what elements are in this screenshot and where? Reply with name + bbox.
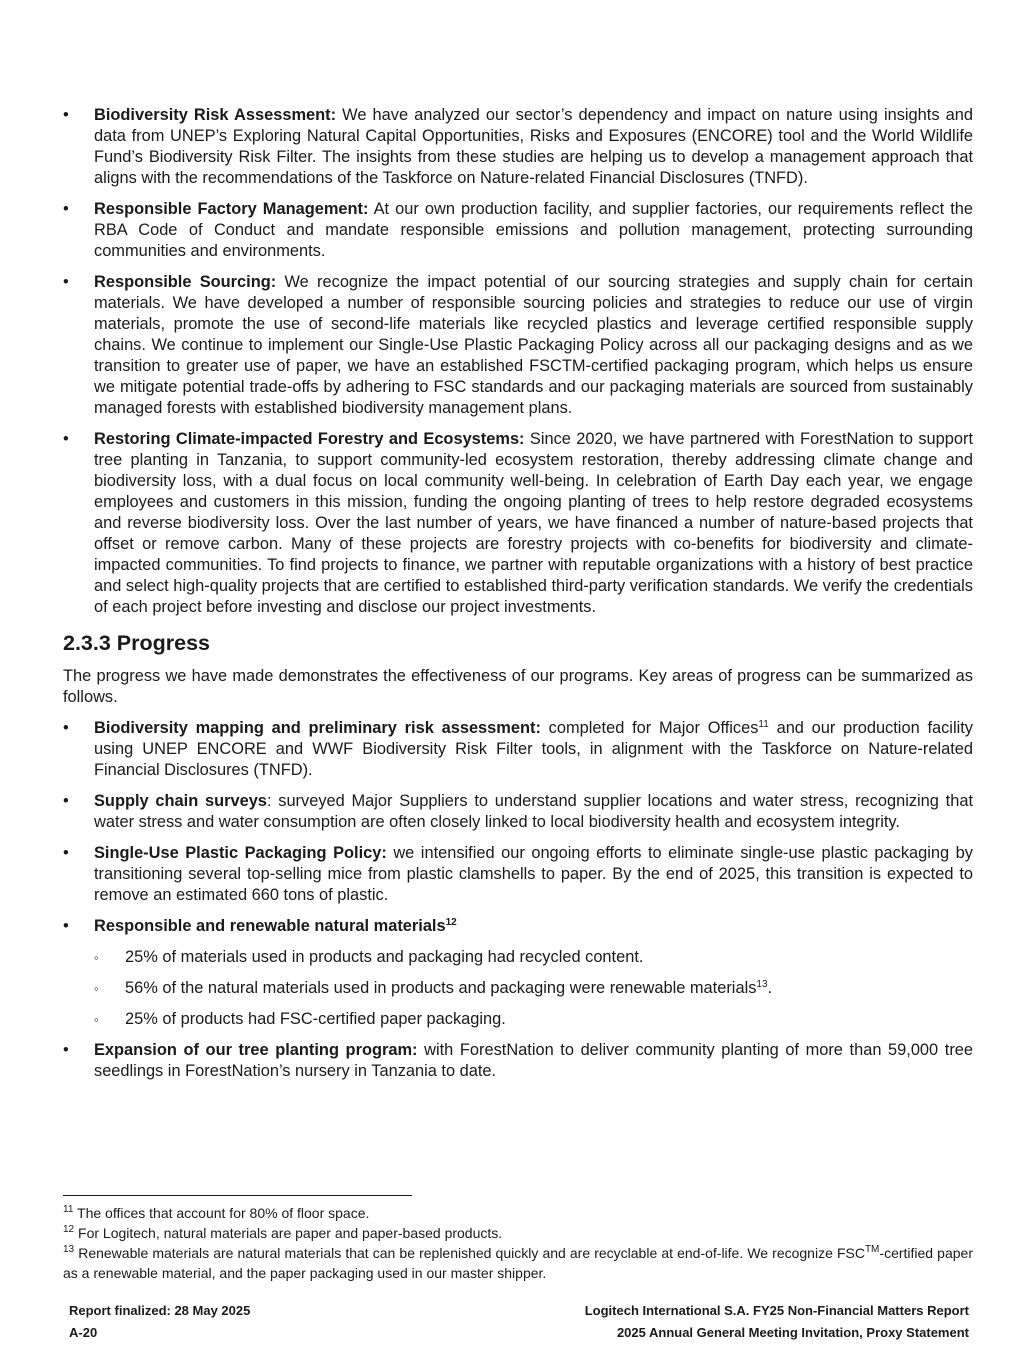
- bullet-title: Responsible Factory Management:: [94, 200, 369, 218]
- footnote-text: For Logitech, natural materials are paper and paper-based products.: [74, 1225, 503, 1241]
- report-finalized-date: Report finalized: 28 May 2025: [69, 1303, 251, 1318]
- footnote-11: [63, 1203, 973, 1223]
- page-footer: [69, 1300, 969, 1344]
- practices-list: [63, 105, 973, 618]
- bullet-text: we intensified our ongoing efforts to eliminate single-use plastic packaging by transitioning several top-selling mice from plastic clamshells to paper. By the end of 2025, this transition is expected to remove an estimated 660 tons of plastic.: [94, 844, 973, 904]
- bullet-title: Responsible Sourcing:: [94, 273, 277, 291]
- progress-list: [63, 718, 973, 1082]
- list-item: [63, 105, 973, 189]
- report-subtitle: 2025 Annual General Meeting Invitation, Proxy Statement: [616, 1325, 969, 1340]
- bullet-title: Responsible and renewable natural materials: [94, 917, 446, 935]
- footnote-number: 11: [63, 1204, 74, 1215]
- sub-item-text: 25% of products had FSC-certified paper packaging.: [125, 1010, 506, 1028]
- sub-list-item: [94, 1009, 973, 1030]
- list-item: [63, 718, 973, 781]
- bullet-title: Restoring Climate-impacted Forestry and Ecosystems:: [94, 430, 525, 448]
- list-item: [63, 199, 973, 262]
- sub-list-item: [94, 947, 973, 968]
- bullet-text: : surveyed Major Suppliers to understand supplier locations and water stress, recognizing that water stress and water consumption are often closely linked to local biodiversity health and ecosystem integrity.: [94, 792, 973, 831]
- list-item: [63, 916, 973, 1030]
- bullet-text: At our own production facility, and supplier factories, our requirements reflect the RBA Code of Conduct and mandate responsible emissions and pollution management, protecting surrounding communities and environments.: [94, 200, 973, 260]
- materials-sublist: [94, 947, 973, 1030]
- report-title: Logitech International S.A. FY25 Non-Financial Matters Report: [584, 1303, 969, 1318]
- footnote-text: Renewable materials are natural materials that can be replenished quickly and are recyclable at end-of-life. We recognize FSC: [74, 1245, 865, 1261]
- page-number: A-20: [69, 1325, 98, 1340]
- bullet-text: and our production facility using UNEP ENCORE and WWF Biodiversity Risk Filter tools, in alignment with the Taskforce on Nature-related Financial Disclosures (TNFD).: [94, 719, 973, 779]
- footnote-text: The offices that account for 80% of floor space.: [73, 1205, 370, 1221]
- list-item: [63, 843, 973, 906]
- section-heading: 2.3.3 Progress: [63, 631, 211, 655]
- footnote-number: 13: [63, 1244, 75, 1255]
- footnote-13: [63, 1243, 973, 1283]
- list-item: [63, 429, 973, 618]
- document-body: [63, 105, 973, 1092]
- bullet-title: Expansion of our tree planting program:: [94, 1041, 418, 1059]
- footnote-ref: 11: [758, 719, 769, 730]
- sub-item-text: 56% of the natural materials used in products and packaging were renewable materials: [125, 979, 757, 997]
- footnote-12: [63, 1223, 973, 1243]
- list-item: [63, 1040, 973, 1082]
- bullet-title: Biodiversity Risk Assessment:: [94, 106, 337, 124]
- section-intro: The progress we have made demonstrates the effectiveness of our programs. Key areas of progress can be summarized as follows.: [63, 667, 973, 706]
- footnote-divider: [63, 1195, 412, 1196]
- trademark-mark: TM: [864, 1244, 880, 1255]
- sub-item-text: 25% of materials used in products and packaging had recycled content.: [125, 948, 644, 966]
- footnote-ref: 12: [445, 917, 457, 928]
- sub-list-item: [94, 978, 973, 999]
- list-item: [63, 791, 973, 833]
- bullet-text: We have analyzed our sector’s dependency and impact on nature using insights and data from UNEP’s Exploring Natural Capital Opportunities, Risks and Exposures (ENCORE) tool and the World Wildlife Fund’s Biodiversity Risk Filter. The insights from these studies are helping us to develop a management approach that aligns with the recommendations of the Taskforce on Nature-related Financial Disclosures (TNFD).: [94, 106, 973, 187]
- list-item: [63, 272, 973, 419]
- footnote-number: 12: [63, 1224, 75, 1235]
- bullet-text: completed for Major Offices: [540, 719, 759, 737]
- bullet-title: Supply chain surveys: [94, 792, 267, 810]
- footnotes: [63, 1203, 973, 1283]
- footnote-text: -certified paper as a renewable material, and the paper packaging used in our master shipper.: [63, 1245, 973, 1281]
- footnote-ref: 13: [756, 979, 768, 990]
- bullet-text: We recognize the impact potential of our sourcing strategies and supply chain for certain materials. We have developed a number of responsible sourcing policies and strategies to reduce our use of virgin materials, promote the use of second-life materials like recycled plastics and leverage certified responsible supply chains. We continue to implement our Single-Use Plastic Packaging Policy across all our packaging designs and as we transition to greater use of paper, we have an established FSCTM-certified packaging program, which helps us ensure we mitigate potential trade-offs by adhering to FSC standards and our packaging materials are sourced from sustainably managed forests with established biodiversity management plans.: [94, 273, 974, 417]
- bullet-title: Single-Use Plastic Packaging Policy:: [94, 844, 387, 862]
- bullet-text: Since 2020, we have partnered with ForestNation to support tree planting in Tanzania, to support community-led ecosystem restoration, thereby addressing climate change and biodiversity loss, with a dual focus on local community well-being. In celebration of Earth Day each year, we engage employees and customers in this mission, funding the ongoing planting of trees to help restore degraded ecosystems and reverse biodiversity loss. Over the last number of years, we have financed a number of nature-based projects that offset or remove carbon. Many of these projects are forestry projects with co-benefits for biodiversity and climate-impacted communities. To find projects to finance, we partner with reputable organizations with a history of best practice and select high-quality projects that are certified to established third-party verification standards. We verify the credentials of each project before investing and disclose our project investments.: [94, 430, 973, 616]
- sub-item-text: .: [767, 979, 773, 997]
- bullet-title: Biodiversity mapping and preliminary risk assessment:: [94, 719, 541, 737]
- bullet-text: with ForestNation to deliver community planting of more than 59,000 tree seedlings in ForestNation’s nursery in Tanzania to date.: [94, 1041, 974, 1080]
